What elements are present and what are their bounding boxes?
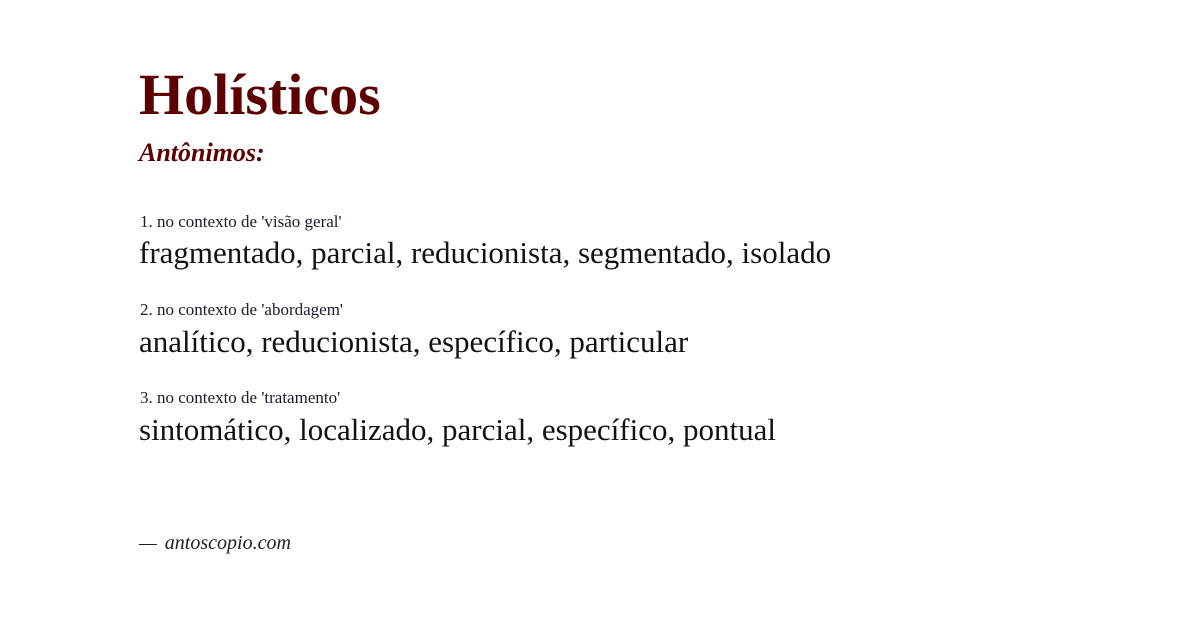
list-item: [139, 388, 1200, 449]
sense-antonyms: sintomático, localizado, parcial, específico, pontual: [139, 411, 776, 447]
section-subtitle: Antônimos:: [139, 138, 265, 167]
page-title: Holísticos: [139, 62, 381, 127]
em-dash: —: [139, 532, 157, 554]
sense-antonyms: fragmentado, parcial, reducionista, segmentado, isolado: [139, 235, 832, 271]
sense-context-label: 1. no contexto de 'visão geral': [140, 212, 342, 231]
sense-context-label: 2. no contexto de 'abordagem': [140, 300, 343, 320]
source-name: antoscopio.com: [164, 532, 291, 554]
list-item: [139, 212, 1200, 273]
list-item: [139, 300, 1200, 361]
sense-list: [139, 168, 1200, 449]
sense-antonyms: analítico, reducionista, específico, particular: [139, 323, 689, 359]
sense-context-label: 3. no contexto de 'tratamento': [140, 388, 341, 408]
source-attribution: [139, 532, 291, 555]
